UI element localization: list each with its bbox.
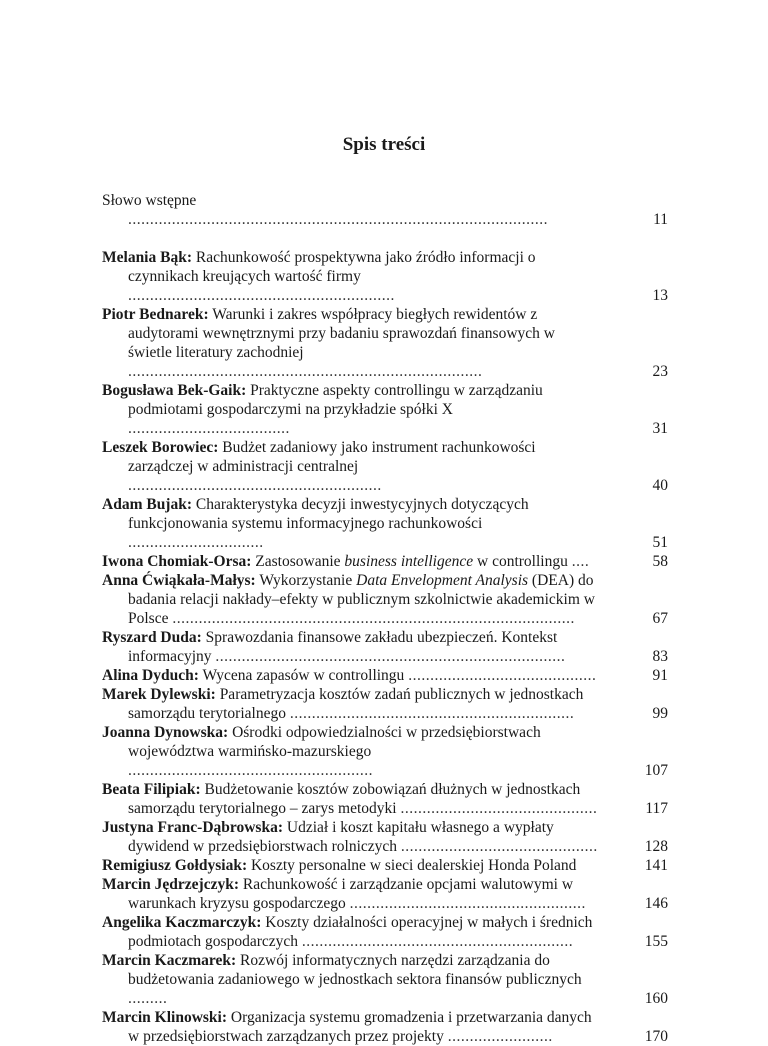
leader-dots: ..............................................................: [301, 933, 574, 950]
toc-entry: [102, 191, 668, 229]
leader-dots: .................................................................: [289, 705, 575, 722]
leader-dots: .........: [128, 990, 168, 1007]
toc-entry-author: Remigiusz Gołdysiak:: [102, 857, 248, 874]
leader-dots: ....: [571, 553, 590, 570]
toc-entry-page: 99: [652, 705, 668, 722]
toc-entry-author: Leszek Borowiec:: [102, 439, 219, 456]
leader-dots: .............................................................: [128, 287, 395, 304]
toc-entry-page: 146: [644, 895, 668, 912]
toc-entry-author: Anna Ćwiąkała-Małys:: [102, 572, 256, 589]
toc-entry-author: Bogusława Bek-Gaik:: [102, 382, 247, 399]
toc-entry-page: 128: [644, 838, 668, 855]
toc-entry-page: 23: [652, 363, 668, 380]
leader-dots: ................................................................................................: [128, 211, 548, 228]
leader-dots: ............................................................................................: [172, 610, 575, 627]
toc-entry-title: Organizacja systemu gromadzenia i przetwarzania danych w przedsiębiorstwach zarządzanych przez projekty: [128, 1009, 592, 1045]
toc-entry-title: Rachunkowość prospektywna jako źródło informacji o czynnikach kreujących wartość firmy: [128, 249, 536, 285]
toc-entry: [102, 628, 668, 666]
toc-entry-author: Marcin Klinowski:: [102, 1009, 228, 1026]
toc-entry-title: Sprawozdania finansowe zakładu ubezpieczeń. Kontekst informacyjny: [128, 629, 558, 665]
toc-entry-page: 13: [652, 287, 668, 304]
toc-entry: [102, 1008, 668, 1046]
toc-entry-page: 141: [644, 857, 668, 874]
toc-entry: [102, 248, 668, 305]
toc-entry: [102, 381, 668, 438]
leader-dots: ......................................................: [349, 895, 586, 912]
toc-entry-title: Słowo wstępne: [102, 192, 197, 209]
leader-dots: ........................................................: [128, 762, 373, 779]
toc-entry-author: Angelika Kaczmarczyk:: [102, 914, 262, 931]
toc-entry-page: 40: [652, 477, 668, 494]
toc-entry-title: Warunki i zakres współpracy biegłych rewidentów z audytorami wewnętrznymi przy badaniu sprawozdań finansowych w świetle literatury zachodniej: [128, 306, 555, 361]
toc-entry-page: 160: [644, 990, 668, 1007]
toc-entry-author: Beata Filipiak:: [102, 781, 201, 798]
toc-entry: [102, 552, 668, 571]
toc-entry-title: Parametryzacja kosztów zadań publicznych w jednostkach samorządu terytorialnego: [128, 686, 584, 722]
toc-entry-author: Iwona Chomiak-Orsa:: [102, 553, 252, 570]
toc-entry-page: 91: [652, 667, 668, 684]
toc-entry-title: Wycena zapasów w controllingu: [202, 667, 405, 684]
toc-entry-page: 31: [652, 420, 668, 437]
toc-entry-author: Marcin Kaczmarek:: [102, 952, 237, 969]
page-title: Spis treści: [342, 134, 426, 155]
toc-entry-page: 83: [652, 648, 668, 665]
leader-dots: .............................................: [400, 838, 598, 855]
toc-entry: [102, 951, 668, 1008]
toc-entry-title: Udział i koszt kapitału własnego a wypłaty dywidend w przedsiębiorstwach rolniczych: [128, 819, 554, 855]
toc-entry-title: Zastosowanie business intelligence w controllingu: [255, 553, 568, 570]
toc-entry-author: Ryszard Duda:: [102, 629, 202, 646]
toc-entry-title: Rozwój informatycznych narzędzi zarządzania do budżetowania zadaniowego w jednostkach sektora finansów publicznych: [128, 952, 582, 988]
toc-entry-page: 67: [652, 610, 668, 627]
toc-entry-author: Joanna Dynowska:: [102, 724, 229, 741]
leader-dots: ...............................: [128, 534, 264, 551]
leader-dots: ........................: [447, 1028, 553, 1045]
leader-dots: ................................................................................: [215, 648, 566, 665]
toc-entry-author: Melania Bąk:: [102, 249, 192, 266]
toc-entry: [102, 305, 668, 381]
toc-entry-page: 170: [644, 1028, 668, 1045]
toc-entry-author: Piotr Bednarek:: [102, 306, 209, 323]
toc-entry-title: Koszty działalności operacyjnej w małych i średnich podmiotach gospodarczych: [128, 914, 593, 950]
toc-entry-title: Praktyczne aspekty controllingu w zarządzaniu podmiotami gospodarczymi na przykładzie spółki X: [128, 382, 543, 418]
toc-entry-author: Justyna Franc-Dąbrowska:: [102, 819, 283, 836]
toc-entry-title: Rachunkowość i zarządzanie opcjami walutowymi w warunkach kryzysu gospodarczego: [128, 876, 574, 912]
leader-dots: .................................................................................: [128, 363, 483, 380]
toc-entry: [102, 495, 668, 552]
leader-dots: ..........................................................: [128, 477, 382, 494]
toc-entry: [102, 856, 668, 875]
toc-entry: [102, 913, 668, 951]
toc-entry: [102, 438, 668, 495]
toc-entry: [102, 666, 668, 685]
toc-entry: [102, 875, 668, 913]
toc-entry-page: 11: [653, 211, 668, 228]
toc-entry-author: Marek Dylewski:: [102, 686, 216, 703]
toc-entry-title: Charakterystyka decyzji inwestycyjnych dotyczących funkcjonowania systemu informacyjnego rachunkowości: [128, 496, 529, 532]
toc-entry: [102, 818, 668, 856]
toc-entry-page: 155: [644, 933, 668, 950]
toc-entry: [102, 571, 668, 628]
leader-dots: ...........................................: [408, 667, 597, 684]
toc-entry: [102, 780, 668, 818]
toc-entry-page: 117: [645, 800, 668, 817]
leader-dots: .............................................: [400, 800, 598, 817]
toc-entry-title: Budżet zadaniowy jako instrument rachunkowości zarządczej w administracji centralnej: [128, 439, 536, 475]
toc-entry-page: 58: [652, 553, 668, 570]
leader-dots: .....................................: [128, 420, 290, 437]
toc-entry-author: Alina Dyduch:: [102, 667, 199, 684]
toc-entry-title: Ośrodki odpowiedzialności w przedsiębiorstwach województwa warmińsko-mazurskiego: [128, 724, 541, 760]
toc-entry-title: Budżetowanie kosztów zobowiązań dłużnych w jednostkach samorządu terytorialnego – zarys metodyki: [128, 781, 581, 817]
toc-entry-page: 107: [644, 762, 668, 779]
toc-entry-author: Adam Bujak:: [102, 496, 193, 513]
toc-entry-title: Wykorzystanie Data Envelopment Analysis (DEA) do badania relacji nakłady–efekty w publicznym szkolnictwie akademickim w Polsce: [128, 572, 595, 627]
table-of-contents: [102, 191, 668, 1046]
toc-entry-page: 51: [652, 534, 668, 551]
toc-entry: [102, 723, 668, 780]
toc-entry-author: Marcin Jędrzejczyk:: [102, 876, 240, 893]
toc-entry-title: Koszty personalne w sieci dealerskiej Honda Poland: [250, 857, 577, 874]
toc-entry: [102, 685, 668, 723]
